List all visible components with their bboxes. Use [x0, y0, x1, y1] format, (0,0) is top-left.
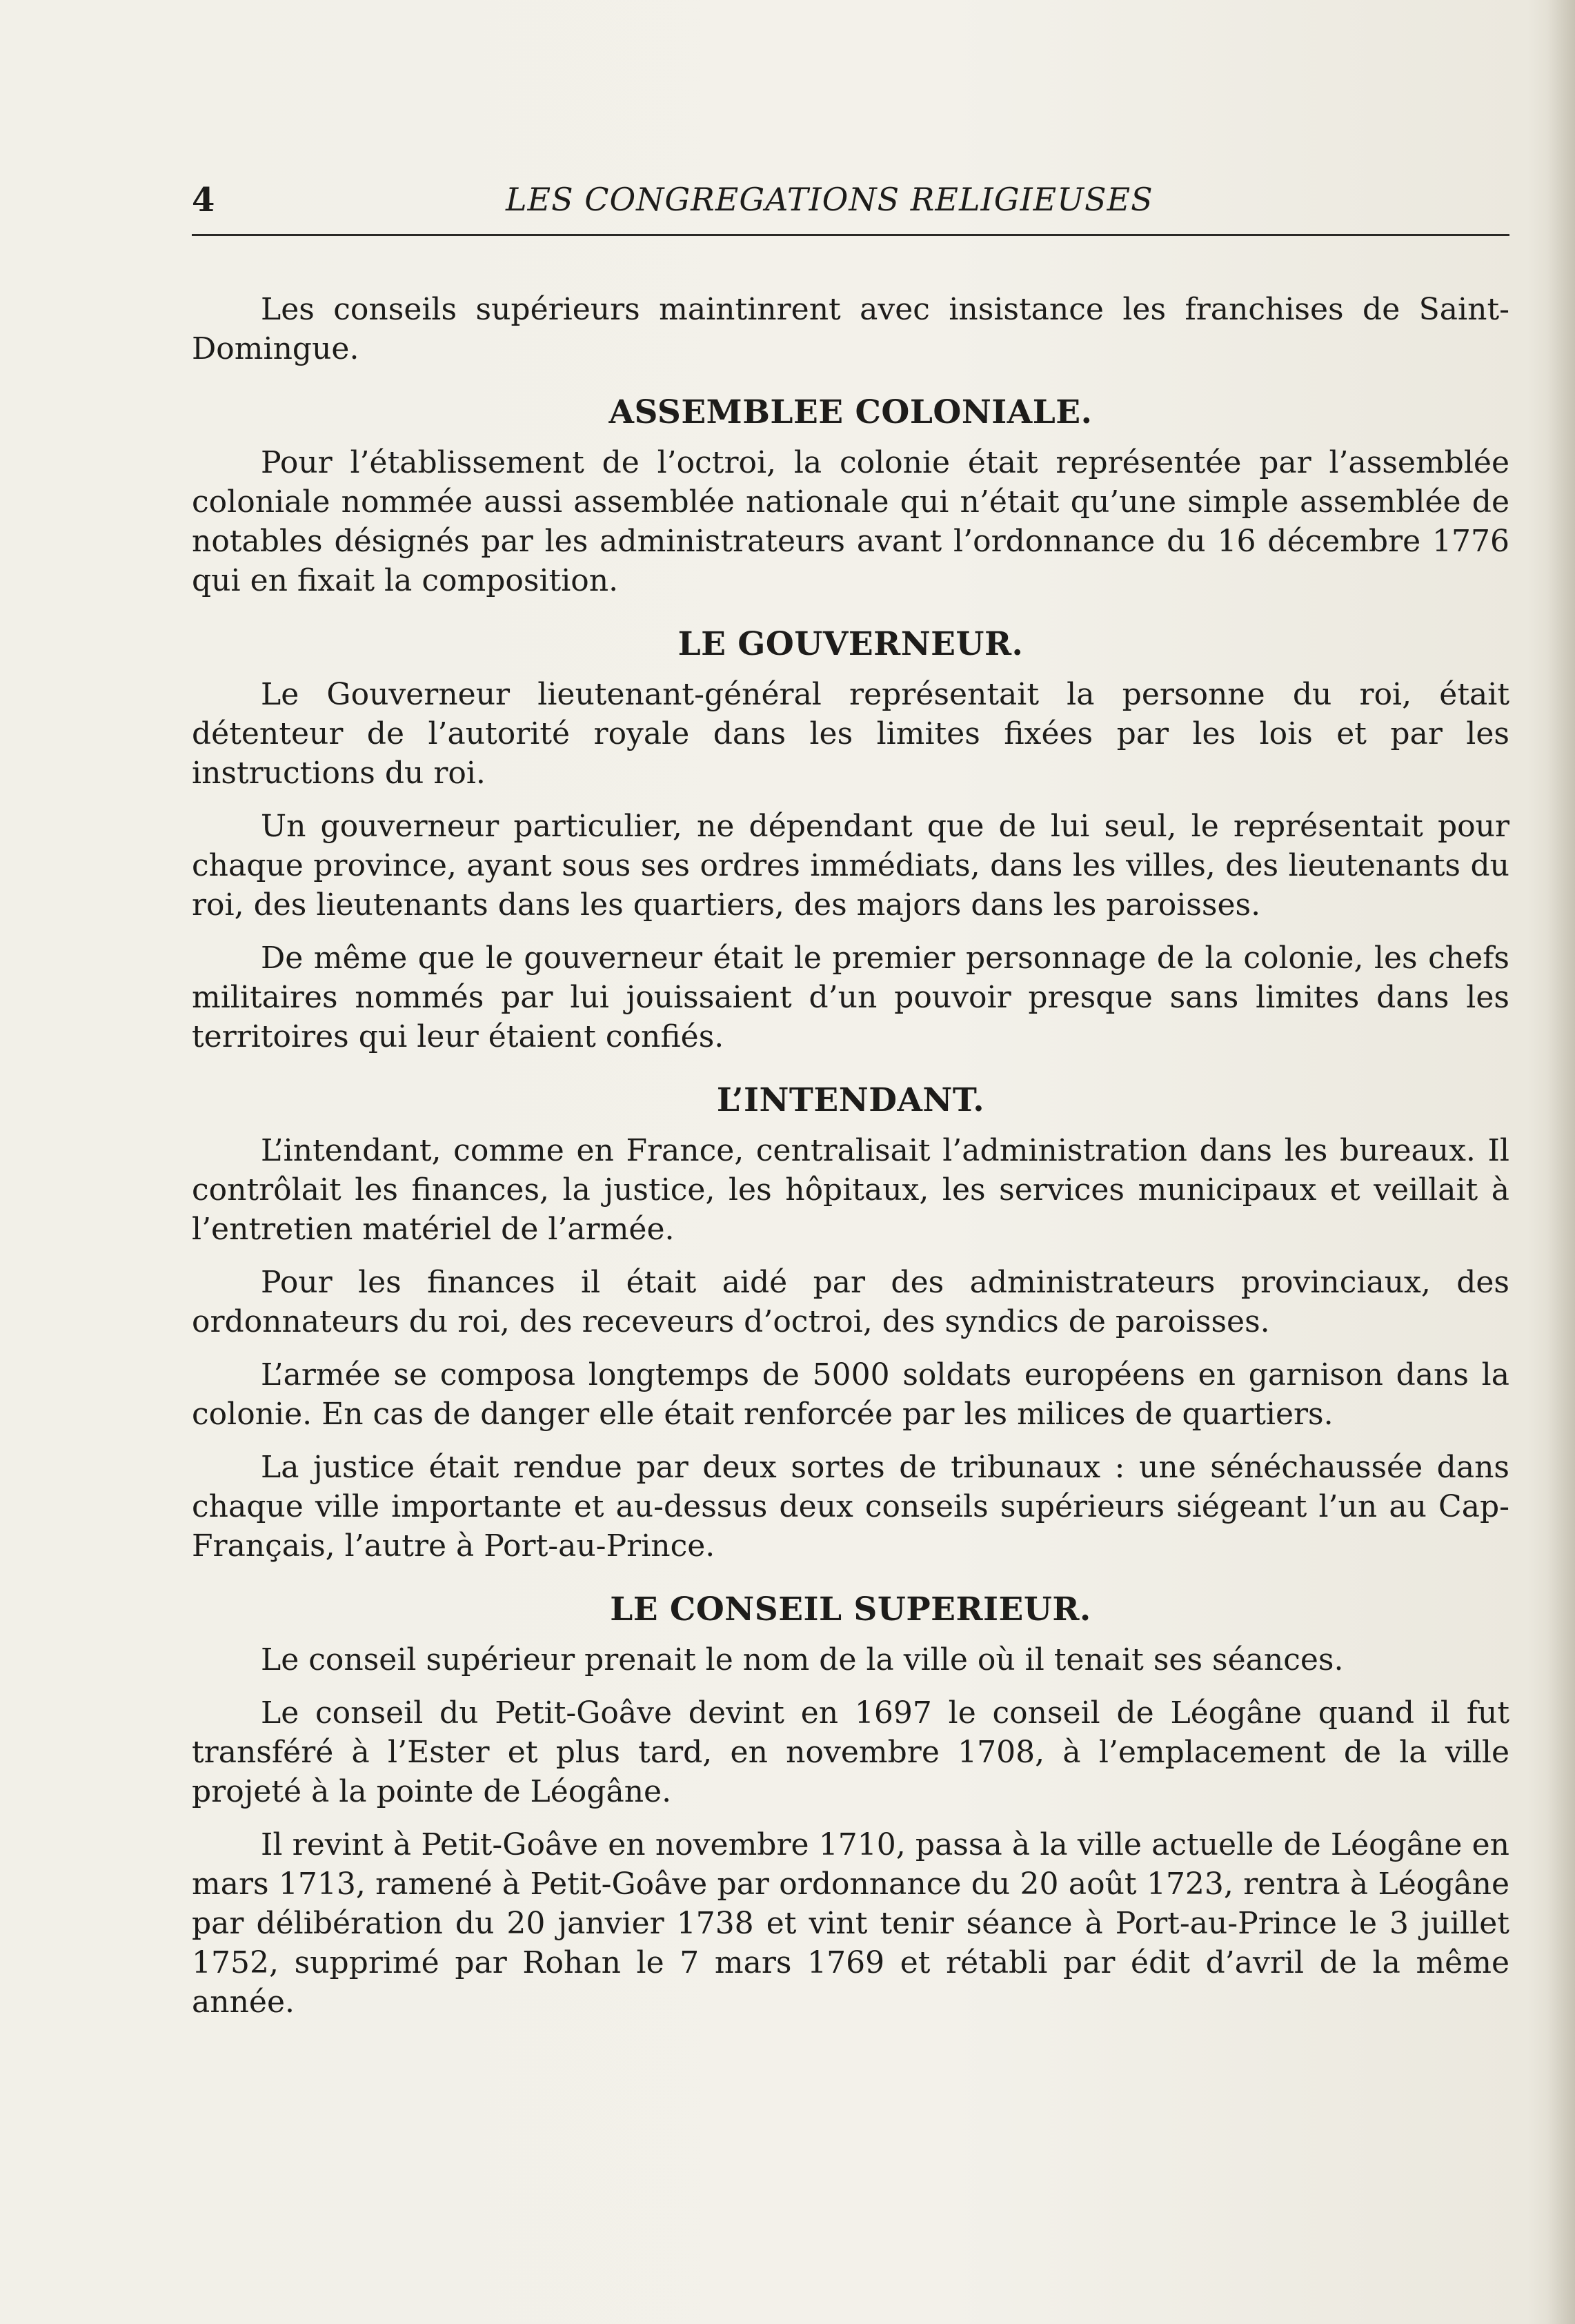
- paragraph: Le conseil du Petit-Goâve devint en 1697 le conseil de Léogâne quand il fut transféré à l’Ester et plus tard, en novembre 1708, à l’emplacement de la ville projeté à la pointe de Léogâne.: [192, 1695, 1509, 1809]
- running-title: LES CONGREGATIONS RELIGIEUSES: [506, 181, 1153, 218]
- paragraph: De même que le gouverneur était le premier personnage de la colonie, les chefs militaires nommés par lui jouissaient d’un pouvoir presque sans limites dans les territoires qui leur étaient confiés.: [192, 941, 1509, 1054]
- paragraph: Il revint à Petit-Goâve en novembre 1710, passa à la ville actuelle de Léogâne en mars 1713, ramené à Petit-Goâve par ordonnance du 20 août 1723, rentra à Léogâne par délibération du 20 janvier 1738 et vint tenir séance à Port-au-Prince le 3 juillet 1752, supprimé par Rohan le 7 mars 1769 et rétabli par édit d’avril de la même année.: [192, 1827, 1509, 2020]
- paragraph: Pour l’établissement de l’octroi, la colonie était représentée par l’assemblée coloniale nommée aussi assemblée nationale qui n’était qu’une simple assemblée de notables désignés par les administrateurs avant l’ordonnance du 16 décembre 1776 qui en fixait la composition.: [192, 445, 1509, 598]
- header-rule: [192, 234, 1509, 236]
- section-heading-assemblee-coloniale: ASSEMBLEE COLONIALE.: [608, 393, 1093, 431]
- paragraph: L’intendant, comme en France, centralisait l’administration dans les bureaux. Il contrôlait les finances, la justice, les hôpitaux, les services municipaux et veillait à l’entretien matériel de l’armée.: [192, 1133, 1509, 1247]
- paragraph: Un gouverneur particulier, ne dépendant que de lui seul, le représentait pour chaque province, ayant sous ses ordres immédiats, dans les villes, des lieutenants du roi, des lieutenants dans les quartiers, des majors dans les paroisses.: [192, 809, 1509, 923]
- section-heading-conseil-superieur: LE CONSEIL SUPERIEUR.: [610, 1591, 1091, 1628]
- section-heading-gouverneur: LE GOUVERNEUR.: [677, 625, 1024, 663]
- paragraph: Pour les finances il était aidé par des administrateurs provinciaux, des ordonnateurs du roi, des receveurs d’octroi, des syndics de paroisses.: [192, 1265, 1509, 1339]
- paragraph: Les conseils supérieurs maintinrent avec insistance les franchises de Saint-Domingue.: [192, 292, 1509, 366]
- page-number: 4: [192, 181, 215, 219]
- page-spine-shadow: [1547, 0, 1575, 2324]
- paragraph: Le conseil supérieur prenait le nom de la ville où il tenait ses séances.: [261, 1642, 1344, 1677]
- page-body: [192, 290, 1509, 2036]
- paragraph: La justice était rendue par deux sortes de tribunaux : une sénéchaussée dans chaque ville importante et au-dessus deux conseils supérieurs siégeant l’un au Cap-Français, l’autre à Port-au-Prince.: [192, 1450, 1509, 1564]
- page-header: [192, 181, 1509, 236]
- paragraph: L’armée se composa longtemps de 5000 soldats européens en garnison dans la colonie. En cas de danger elle était renforcée par les milices de quartiers.: [192, 1357, 1509, 1432]
- section-heading-intendant: L’INTENDANT.: [716, 1081, 985, 1119]
- paragraph: Le Gouverneur lieutenant-général représentait la personne du roi, était détenteur de l’autorité royale dans les limites fixées par les lois et par les instructions du roi.: [192, 677, 1509, 791]
